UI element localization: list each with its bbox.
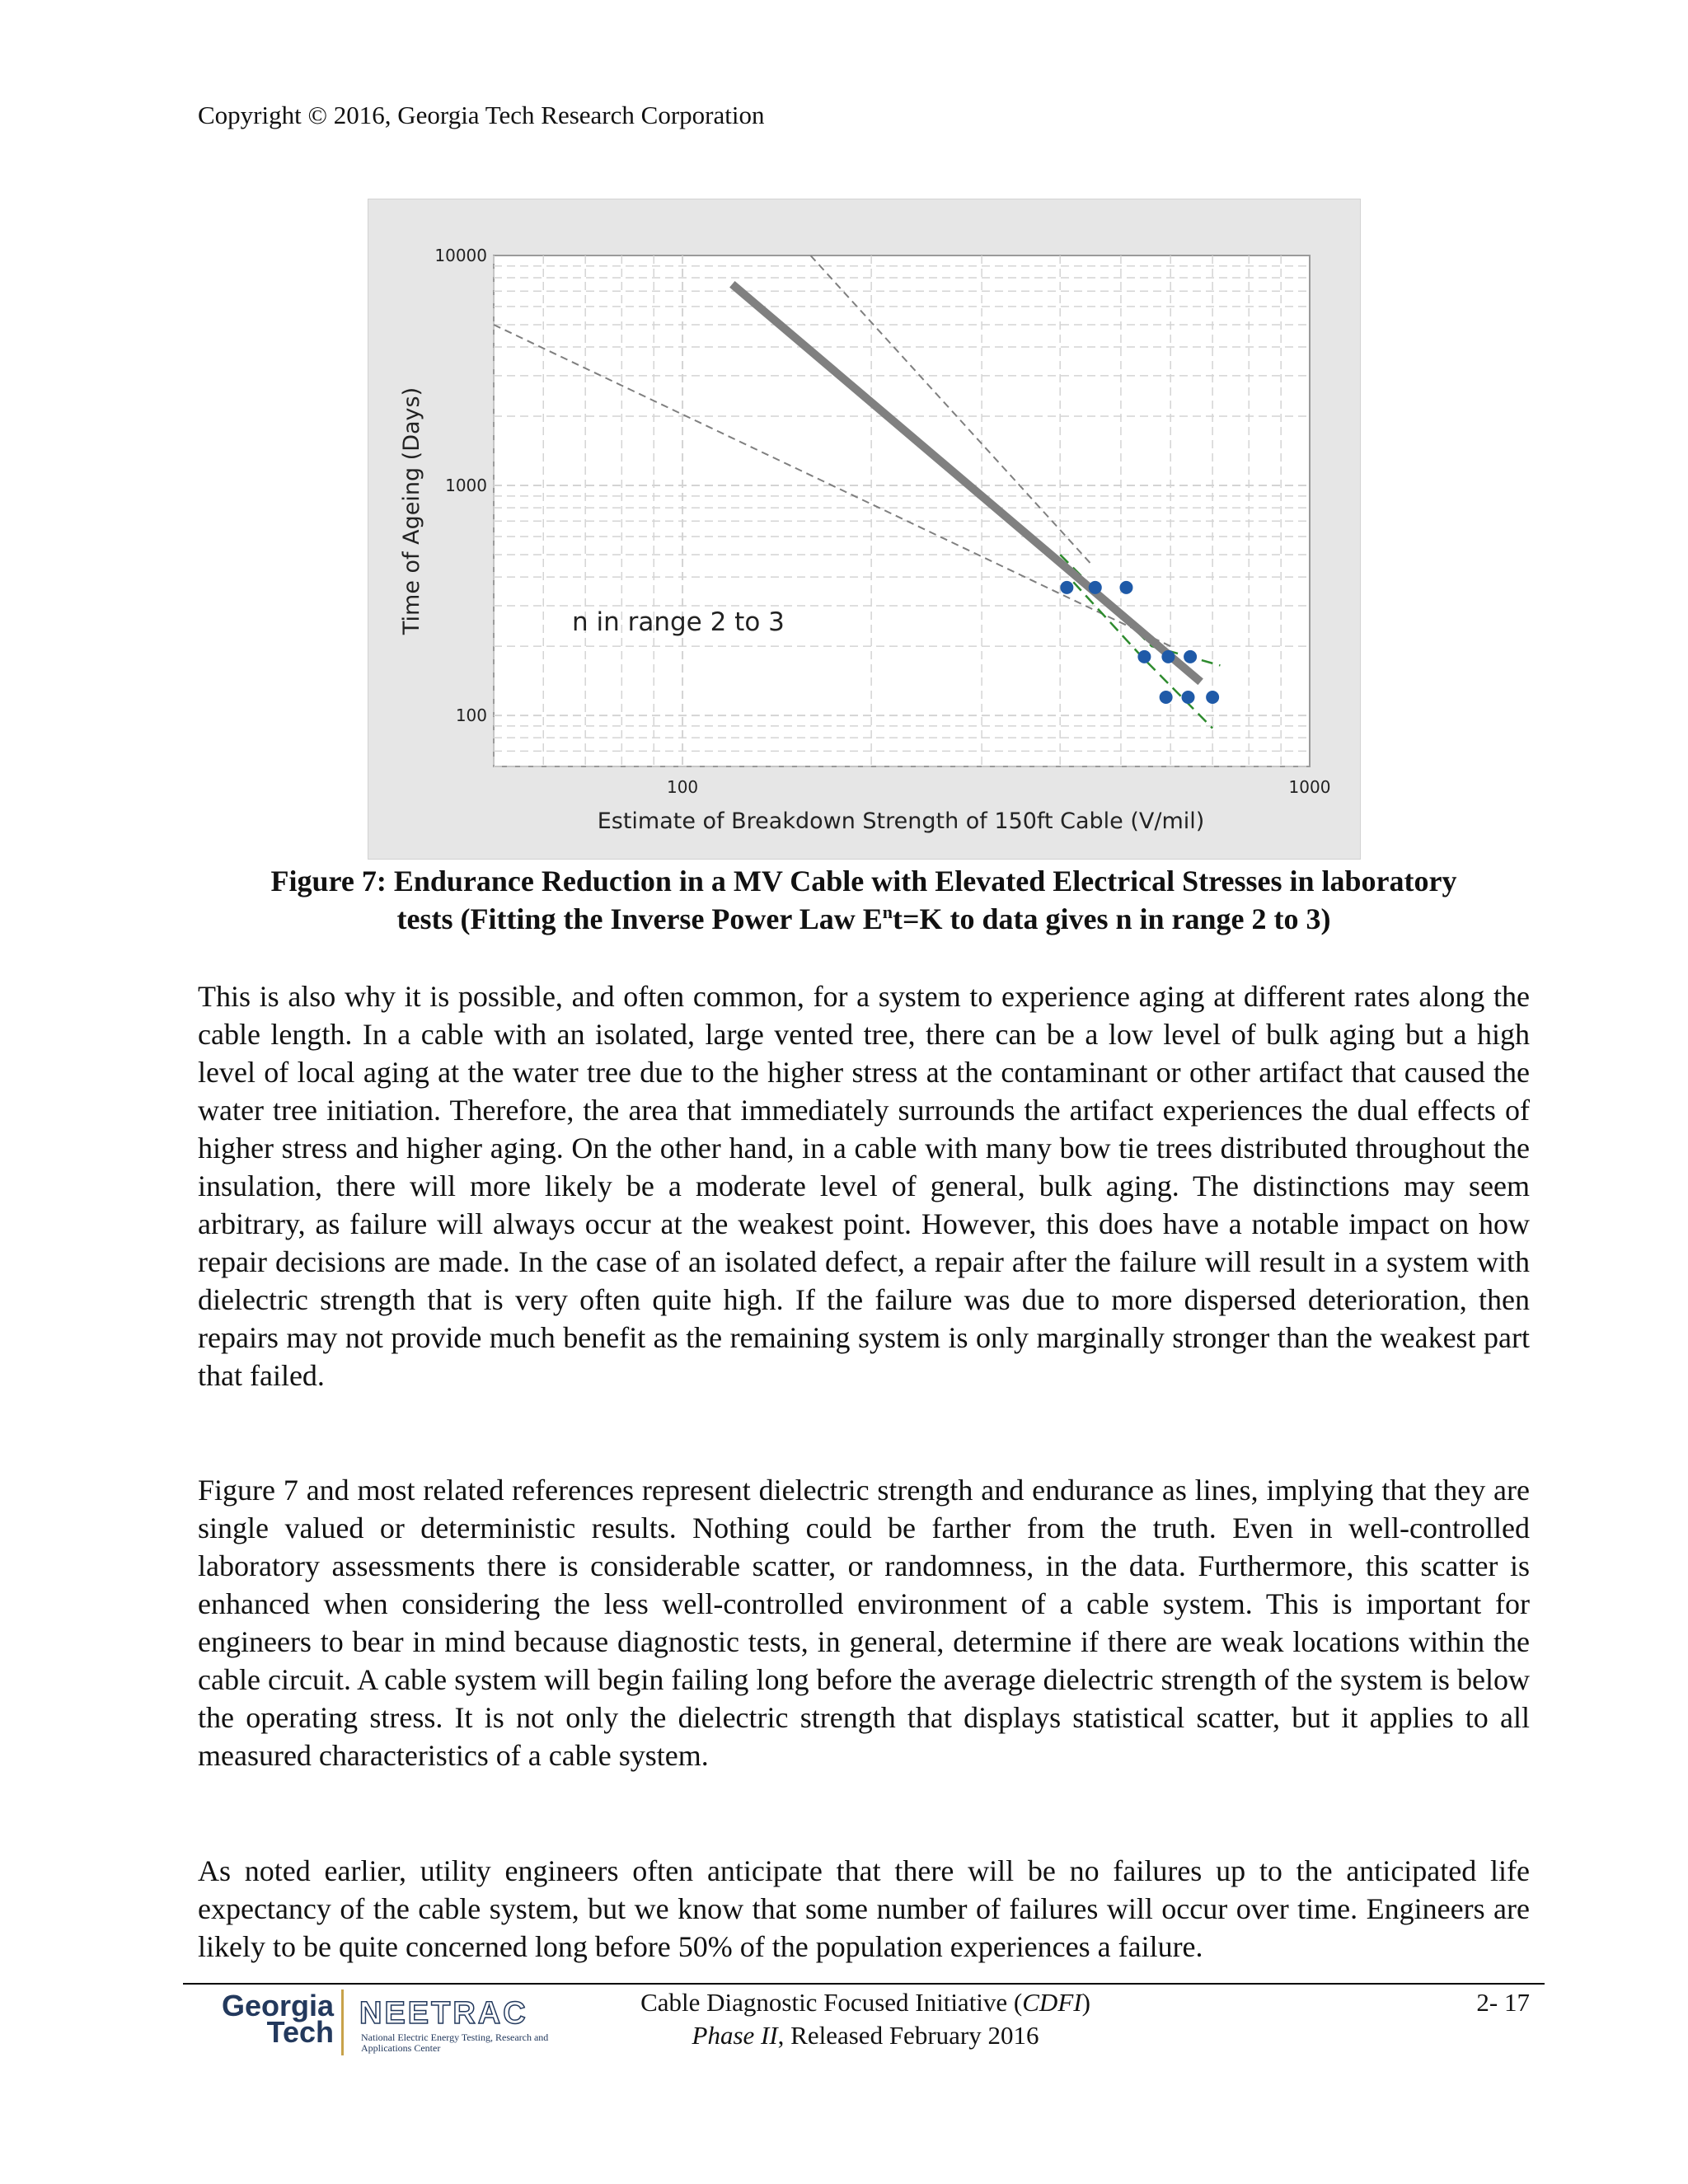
data-point (1119, 581, 1132, 594)
y-tick-label: 1000 (445, 476, 487, 496)
data-point (1206, 691, 1219, 704)
logo-tech: Tech (266, 2015, 334, 2049)
page-number: 2- 17 (1476, 1988, 1530, 2017)
chart-svg (368, 199, 1360, 859)
x-tick-label: 100 (666, 777, 699, 797)
neetrac-logo: NEETRAC (359, 1996, 528, 2031)
data-point (1060, 581, 1073, 594)
figure-7-chart (368, 199, 1361, 860)
neetrac-subtitle: National Electric Energy Testing, Research and Applications Center (361, 2032, 549, 2054)
footer-line-2 (626, 2019, 1104, 2052)
data-point (1182, 691, 1195, 704)
data-point (1089, 581, 1102, 594)
x-tick-label: 1000 (1288, 777, 1331, 797)
y-axis-label: Time of Ageing (Days) (399, 387, 424, 635)
caption-exponent: n (882, 902, 893, 922)
logo-georgia: Georgia (221, 1989, 334, 2022)
footer-title-start: Cable Diagnostic Focused Initiative ( (640, 1988, 1023, 2017)
caption-line-2-end: t=K to data gives n in range 2 to 3) (893, 902, 1331, 935)
footer-title-end: ) (1081, 1988, 1090, 2017)
data-point (1160, 691, 1173, 704)
footer-line-1 (626, 1986, 1104, 2019)
georgia-tech-logo (198, 1989, 334, 2049)
footer-phase: Phase II (692, 2021, 778, 2050)
footer-release: , Released February 2016 (777, 2021, 1039, 2050)
x-axis-label: Estimate of Breakdown Strength of 150ft Cable (V/mil) (597, 808, 1205, 834)
plot-area (494, 255, 1310, 766)
footer-divider (183, 1983, 1545, 1985)
caption-line-1: Figure 7: Endurance Reduction in a MV Cable with Elevated Electrical Stresses in laboratory (270, 865, 1457, 898)
footer-title-acronym: CDFI (1022, 1988, 1082, 2017)
data-point (1184, 650, 1197, 663)
chart-annotation: n in range 2 to 3 (572, 607, 785, 637)
logo-divider (341, 1990, 344, 2055)
footer-title (626, 1986, 1104, 2052)
data-point (1161, 650, 1175, 663)
body-paragraph-2: Figure 7 and most related references represent dielectric strength and endurance as lines, implying that they are single valued or deterministic results. Nothing could be farther from the truth. Even in well-controlled laboratory assessments there is considerable scatter, or randomness, in the data. Furthermore, this scatter is enhanced when considering the less well-controlled environment of a cable system. This is important for engineers to bear in mind because diagnostic tests, in general, determine if there are weak locations within the cable circuit. A cable system will begin failing long before the average dielectric strength of the system is below the operating stress. It is not only the dielectric strength that displays statistical scatter, but it applies to all measured characteristics of a cable system. (198, 1474, 1530, 1772)
body-paragraph-3: As noted earlier, utility engineers often anticipate that there will be no failures up to the anticipated life expectancy of the cable system, but we know that some number of failures will occur over time. Engineers are likely to be quite concerned long before 50% of the population experiences a failure. (198, 1854, 1530, 1963)
body-paragraph-1: This is also why it is possible, and often common, for a system to experience aging at different rates along the cable length. In a cable with an isolated, large vented tree, there can be a low level of bulk aging but a high level of local aging at the water tree due to the higher stress at the contaminant or other artifact that caused the water tree initiation. Therefore, the area that immediately surrounds the artifact experiences the dual effects of higher stress and higher aging. On the other hand, in a cable with many bow tie trees distributed throughout the insulation, there will more likely be a moderate level of general, bulk aging. The distinctions may seem arbitrary, as failure will always occur at the weakest point. However, this does have a notable impact on how repair decisions are made. In the case of an isolated defect, a repair after the failure will result in a system with dielectric strength that is very often quite high. If the failure was due to more dispersed deterioration, then repairs may not provide much benefit as the remaining system is only marginally stronger than the weakest part that failed. (198, 980, 1530, 1392)
y-tick-label: 10000 (434, 246, 487, 265)
y-tick-label: 100 (455, 705, 487, 726)
figure-caption (198, 862, 1530, 938)
caption-line-2 (198, 900, 1530, 938)
caption-line-2-start: tests (Fitting the Inverse Power Law E (396, 902, 883, 935)
data-point (1137, 650, 1151, 663)
copyright-notice: Copyright © 2016, Georgia Tech Research Corporation (198, 101, 765, 129)
